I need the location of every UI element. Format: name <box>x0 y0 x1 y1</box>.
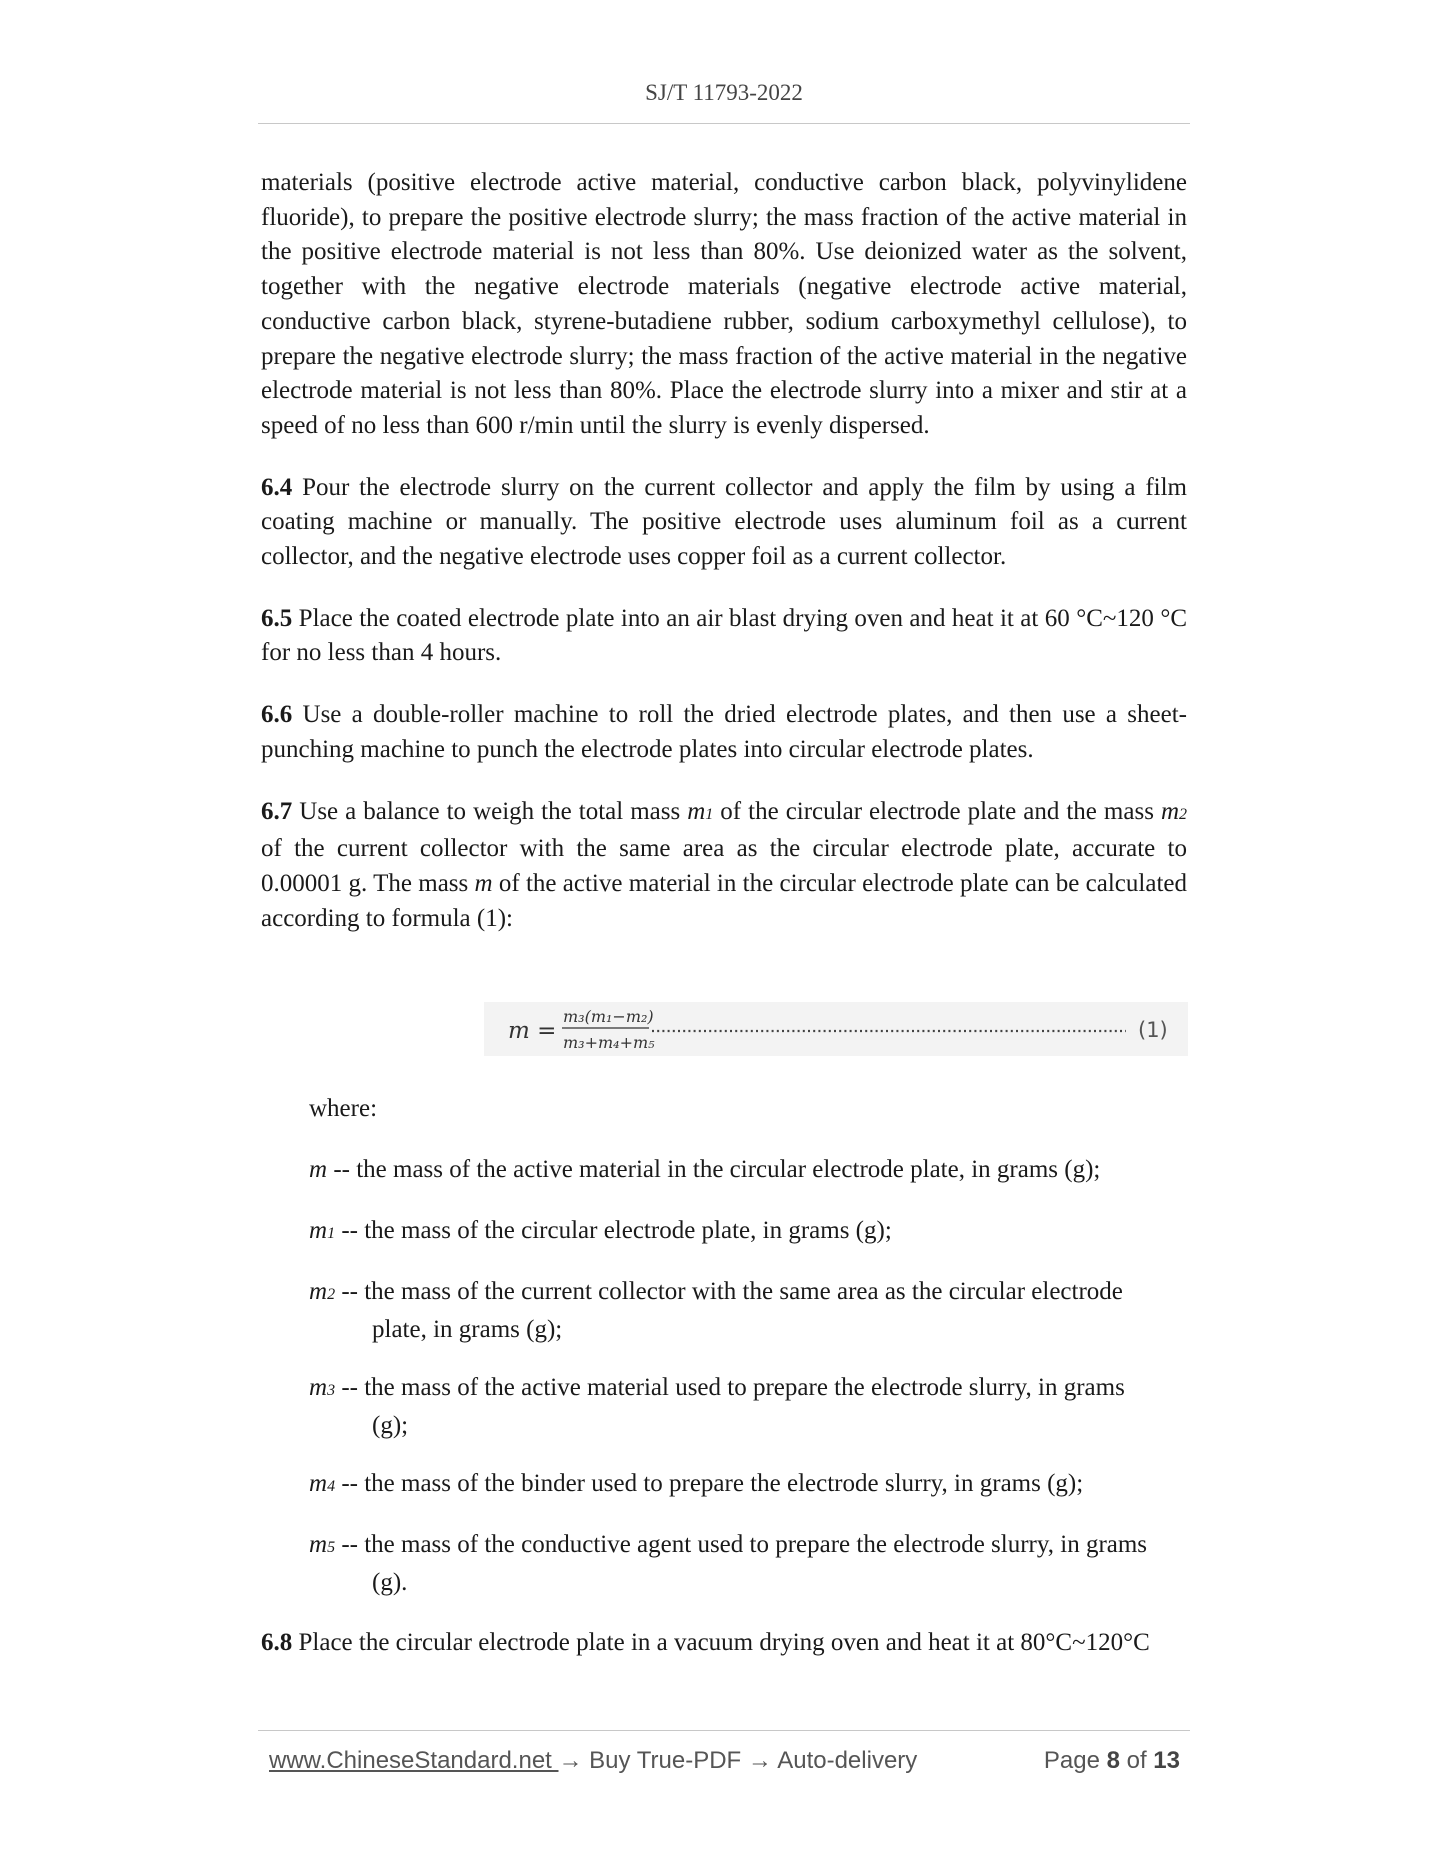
page-label: Page <box>1043 1747 1107 1774</box>
variable-letter: m <box>309 1278 328 1305</box>
formula-denominator: m₃+m₄+m₅ <box>563 1033 655 1052</box>
section-text: Place the coated electrode plate into an air blast drying oven and heat it at 60 °C~120 °C for no less than 4 hours. <box>261 604 1187 667</box>
definition-continuation: (g); <box>372 1411 409 1439</box>
document-body <box>261 166 1187 936</box>
definition-m4 <box>309 1467 1187 1505</box>
section-6-5 <box>261 602 1187 671</box>
formula-graphic <box>484 1002 1188 1056</box>
definition-text: -- the mass of the circular electrode plate, in grams (g); <box>335 1217 892 1244</box>
section-text: of the current collector with the same area as the circular electrode plate, accurate to 0.00001 g. The mass <box>261 835 1187 897</box>
section-number: 6.7 <box>261 797 293 825</box>
website-link[interactable]: www.ChineseStandard.net <box>269 1747 559 1774</box>
section-number: 6.4 <box>261 473 293 501</box>
definition-m1 <box>309 1214 1187 1252</box>
formula-lhs: m = <box>508 1018 557 1044</box>
variable-letter: m <box>309 1156 328 1183</box>
section-text: Use a balance to weigh the total mass <box>292 797 688 825</box>
variable-subscript: 4 <box>327 1478 336 1495</box>
definition-continuation: (g). <box>372 1568 408 1596</box>
section-text: of the circular electrode plate and the mass <box>713 797 1161 825</box>
definition-text: -- the mass of the binder used to prepare the electrode slurry, in grams (g); <box>335 1470 1084 1497</box>
section-6-4 <box>261 471 1187 575</box>
section-6-8 <box>261 1626 1187 1661</box>
variable-letter: m <box>687 797 706 825</box>
variable-subscript: 5 <box>327 1539 336 1556</box>
variable-m: m <box>474 869 493 897</box>
paragraph-continued: materials (positive electrode active material, conductive carbon black, polyvinylidene fluoride), to prepare the positive electrode slurry; the mass fraction of the active material in the positive electrode material is not less than 80%. Use deionized water as the solvent, together with the negative electrode materials (negative electrode active material, conductive carbon black, styrene-butadiene rubber, sodium carboxymethyl cellulose), to prepare the negative electrode slurry; the mass fraction of the active material in the negative electrode material is not less than 80%. Place the electrode slurry into a mixer and stir at a speed of no less than 600 r/min until the slurry is evenly dispersed. <box>261 169 1187 439</box>
definition-continuation: plate, in grams (g); <box>372 1315 563 1343</box>
section-text: of the active material in the circular electrode plate can be calculated according to formula (1): <box>261 869 1187 932</box>
section-text: Place the circular electrode plate in a vacuum drying oven and heat it at 80°C~120°C <box>292 1629 1150 1656</box>
variable-m1 <box>687 798 713 825</box>
variable-letter: m <box>309 1374 328 1401</box>
section-6-6 <box>261 698 1187 767</box>
formula-1 <box>484 1002 1188 1056</box>
section-number: 6.5 <box>261 604 293 632</box>
arrow-right-icon: → <box>558 1747 583 1774</box>
variable-subscript: 1 <box>327 1225 336 1242</box>
variable-letter: m <box>309 1531 328 1558</box>
variable-subscript: 2 <box>327 1286 336 1303</box>
variable-letter: m <box>1160 797 1179 825</box>
section-number: 6.6 <box>261 701 293 729</box>
definition-text: -- the mass of the current collector with the same area as the circular electrode <box>335 1278 1123 1305</box>
page-of-label: of <box>1119 1747 1154 1774</box>
variable-subscript: 1 <box>705 805 714 823</box>
footer-divider <box>258 1730 1190 1731</box>
definition-m3 <box>309 1371 1187 1443</box>
definition-text: -- the mass of the active material used to prepare the electrode slurry, in grams <box>335 1374 1125 1401</box>
section-text: Pour the electrode slurry on the current collector and apply the film by using a film coating machine or manually. The positive electrode uses aluminum foil as a current collector, and the negative electrode uses copper foil as a current collector. <box>261 473 1187 571</box>
variable-subscript: 3 <box>327 1382 336 1399</box>
formula-numerator: m₃(m₁−m₂) <box>563 1007 654 1026</box>
definition-text: -- the mass of the active material in the circular electrode plate, in grams (g); <box>327 1156 1101 1183</box>
header-divider <box>258 123 1190 124</box>
section-text: Use a double-roller machine to roll the dried electrode plates, and then use a sheet-punching machine to punch the electrode plates into circular electrode plates. <box>261 701 1187 763</box>
page-total: 13 <box>1153 1747 1180 1774</box>
variable-letter: m <box>309 1470 328 1497</box>
definition-m2 <box>309 1275 1187 1347</box>
variable-m2 <box>1161 798 1187 825</box>
page-header-title: SJ/T 11793-2022 <box>645 80 803 105</box>
page-footer <box>269 1747 1180 1775</box>
formula-number: (1) <box>1138 1018 1168 1042</box>
definition-m5 <box>309 1528 1187 1600</box>
page-number: 8 <box>1106 1747 1120 1774</box>
definition-text: -- the mass of the conductive agent used to prepare the electrode slurry, in grams <box>335 1531 1148 1558</box>
variable-subscript: 2 <box>1179 805 1187 823</box>
buy-true-pdf-text: Buy True-PDF <box>582 1747 748 1774</box>
section-6-7 <box>261 795 1187 937</box>
auto-delivery-text: Auto-delivery <box>771 1747 918 1774</box>
where-label: where: <box>309 1095 378 1122</box>
definition-m <box>309 1153 1187 1188</box>
page-indicator <box>1044 1747 1180 1775</box>
arrow-right-icon: → <box>747 1747 772 1774</box>
section-number: 6.8 <box>261 1629 293 1656</box>
variable-letter: m <box>309 1217 328 1244</box>
